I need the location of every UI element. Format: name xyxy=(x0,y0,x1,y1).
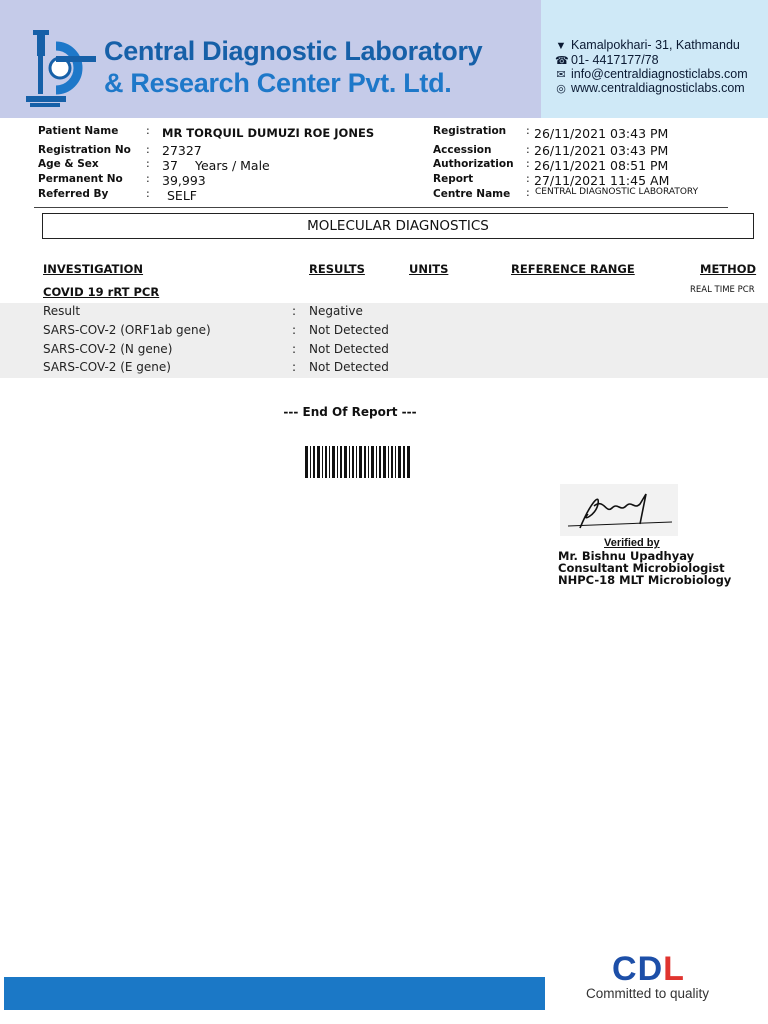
tagline: Committed to quality xyxy=(586,986,710,1001)
accession-label: Accession xyxy=(433,144,492,156)
footer-bar xyxy=(4,977,545,1010)
colon: : xyxy=(146,187,150,200)
registration-no: 27327 xyxy=(162,143,202,158)
colon: : xyxy=(526,186,530,199)
colon: : xyxy=(292,342,297,356)
colon: : xyxy=(292,304,297,318)
colon: : xyxy=(526,157,530,170)
verifier-registration: NHPC-18 MLT Microbiology xyxy=(558,573,732,587)
phone-icon: ☎ xyxy=(555,55,569,67)
result-row-label: SARS-COV-2 (N gene) xyxy=(43,342,173,356)
email-line xyxy=(555,67,748,81)
brand-name-line1: Central Diagnostic Laboratory xyxy=(104,36,483,66)
accession-date: 26/11/2021 03:43 PM xyxy=(534,143,669,158)
location-icon: ▼ xyxy=(555,40,567,52)
end-of-report: --- End Of Report --- xyxy=(283,405,417,419)
report-date: 27/11/2021 11:45 AM xyxy=(534,173,670,188)
test-name: COVID 19 rRT PCR xyxy=(43,285,160,299)
colon: : xyxy=(292,323,297,337)
signature-image xyxy=(560,484,678,536)
age-value: 37 xyxy=(162,158,178,173)
column-header-results: RESULTS xyxy=(309,262,365,276)
phone-text: 01- 4417177/78 xyxy=(571,53,659,67)
globe-icon: ◎ xyxy=(556,83,566,95)
result-row-label: SARS-COV-2 (ORF1ab gene) xyxy=(43,323,211,337)
divider xyxy=(34,207,728,208)
age-sex-label: Age & Sex xyxy=(38,158,99,170)
column-header-investigation: INVESTIGATION xyxy=(43,262,144,276)
patient-name: MR TORQUIL DUMUZI ROE JONES xyxy=(162,126,375,140)
website-line xyxy=(555,81,745,95)
result-row-value: Not Detected xyxy=(309,342,389,356)
result-row-value: Negative xyxy=(309,304,363,318)
registration-date: 26/11/2021 03:43 PM xyxy=(534,126,669,141)
result-row-label: SARS-COV-2 (E gene) xyxy=(43,360,171,374)
centre-name-label: Centre Name xyxy=(433,188,511,200)
column-header-method: METHOD xyxy=(700,262,757,276)
section-title: MOLECULAR DIAGNOSTICS xyxy=(42,213,754,239)
barcode xyxy=(305,446,411,478)
authorization-date: 26/11/2021 08:51 PM xyxy=(534,158,669,173)
verifier-title: Consultant Microbiologist xyxy=(558,561,725,575)
report-label: Report xyxy=(433,173,474,185)
microscope-logo-icon xyxy=(26,30,96,108)
column-header-reference-range: REFERENCE RANGE xyxy=(511,262,635,276)
colon: : xyxy=(526,143,530,156)
phone-line xyxy=(555,53,659,67)
verifier-name: Mr. Bishnu Upadhyay xyxy=(558,549,695,563)
email-text: info@centraldiagnosticlabs.com xyxy=(571,67,748,81)
test-method: REAL TIME PCR xyxy=(690,285,755,295)
email-icon: ✉ xyxy=(556,69,566,81)
colon: : xyxy=(526,124,530,137)
permanent-no: 39,993 xyxy=(162,173,206,188)
referred-by-label: Referred By xyxy=(38,188,109,200)
cdl-logo: CDL xyxy=(612,950,685,988)
colon: : xyxy=(146,124,150,137)
address-text: Kamalpokhari- 31, Kathmandu xyxy=(571,38,740,52)
colon: : xyxy=(526,172,530,185)
column-header-units: UNITS xyxy=(409,262,449,276)
colon: : xyxy=(146,172,150,185)
result-row-label: Result xyxy=(43,304,81,318)
result-row-value: Not Detected xyxy=(309,323,389,337)
authorization-label: Authorization xyxy=(433,158,514,170)
referred-by: SELF xyxy=(167,188,197,203)
permanent-no-label: Permanent No xyxy=(38,173,123,185)
address-line xyxy=(555,38,740,52)
website-text: www.centraldiagnosticlabs.com xyxy=(571,81,745,95)
centre-name: CENTRAL DIAGNOSTIC LABORATORY xyxy=(535,187,699,197)
colon: : xyxy=(146,157,150,170)
registration-label: Registration xyxy=(433,125,507,137)
verified-by-label: Verified by xyxy=(604,537,660,549)
colon: : xyxy=(292,360,297,374)
age-sex-value: Years / Male xyxy=(195,158,270,173)
result-row-value: Not Detected xyxy=(309,360,389,374)
patient-name-label: Patient Name xyxy=(38,125,119,137)
colon: : xyxy=(146,143,150,156)
registration-no-label: Registration No xyxy=(38,144,131,156)
brand-name-line2: & Research Center Pvt. Ltd. xyxy=(104,68,452,98)
